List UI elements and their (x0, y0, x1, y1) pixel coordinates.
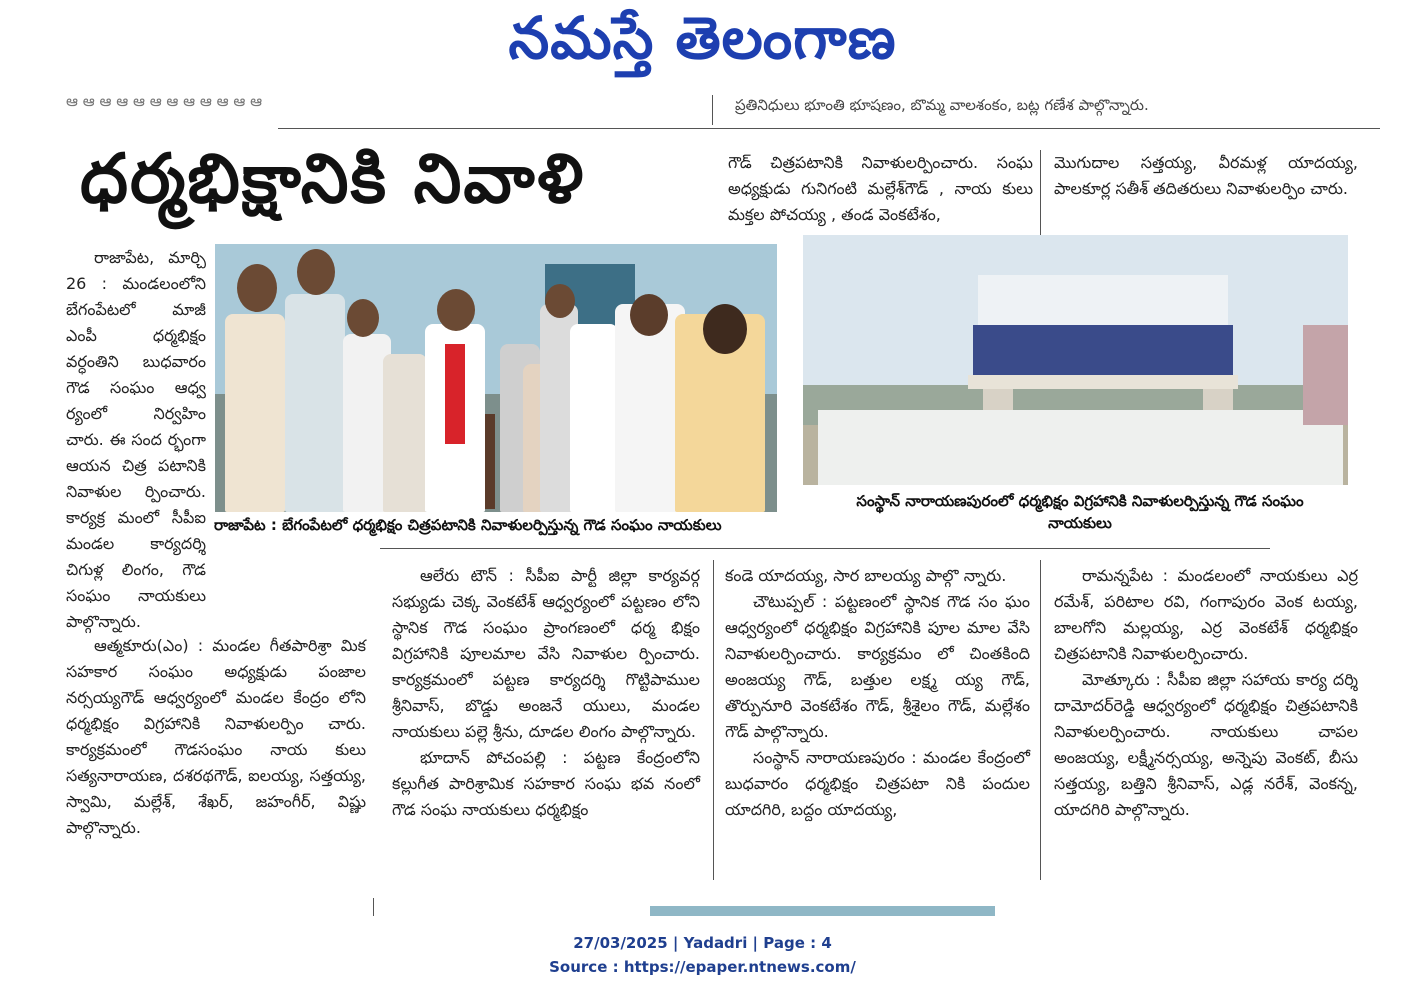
para-atmakur: ఆత్మకూరు(ఎం) : మండల గీతపారిశ్రా మిక సహకార సంఘం అధ్యక్షుడు పంజాల నర్సయ్యగౌడ్ ఆధ్వర్యంలో మండల కేంద్రం లోని ధర్మభిక్షం విగ్రహానికి నివాళులర్పిం చారు. కార్యక్రమంలో గౌడసంఘం నాయ కులు సత్యనారాయణ, దశరథగౌడ్, ఐలయ్య, సత్తయ్య, స్వామి, మల్లేశ్, శేఖర్, జహంగీర్, విష్ణు పాల్గొన్నారు. (66, 636, 366, 837)
para-pochampally: భూదాన్ పోచంపల్లి : పట్టణ కేంద్రంలోని కల్లుగీత పారిశ్రామిక సహకార సంఘ భవ నంలో గౌడ సంఘ నాయకులు ధర్మభిక్షం (392, 748, 700, 819)
top-strip-right: ప్రతినిధులు భూంతి భూషణం, బొమ్మ వాలశంకం, బట్ల గణేశ పాల్గొన్నారు. (735, 96, 1149, 114)
caption-left-photo: రాజాపేట : బేగంపేటలో ధర్మభిక్షం చిత్రపటానికి నివాళులర్పిస్తున్న గౌడ సంఘం నాయకులు (214, 516, 722, 534)
col-divider-b (1040, 560, 1041, 880)
para-aleru: ఆలేరు టౌన్ : సీపీఐ పార్టీ జిల్లా కార్యవర్గ సభ్యుడు చెక్క వెంకటేశ్ ఆధ్వర్యంలో పట్టణం లోని స్థానిక గౌడ సంఘం ప్రాంగణంలో ధర్మ భిక్షం విగ్రహానికి పూలమాల వేసి నివాళుల ర్పించారు. కార్యక్రమంలో పట్టణ కార్యదర్శి గొట్టిపాముల శ్రీనివాస్, బొడ్డు అంజనే యులు, మండల నాయకులు పల్లె శ్రీను, దూడల లింగం పాల్గొన్నారు. (392, 566, 700, 741)
footer-date-edition: 27/03/2025 | Yadadri | Page : 4 (573, 934, 832, 952)
para-mothkur: మోత్కూరు : సీపీఐ జిల్లా సహాయ కార్య దర్శి దామోదర్‌రెడ్డి ఆధ్వర్యంలో ధర్మభిక్షం చిత్రపటానికి నివాళులర్పించారు. నాయకులు చాపల అంజయ్య, లక్ష్మీనర్సయ్య, అన్నెపు వెంకట్, బీసు సత్తయ్య, బత్తిని శ్రీనివాస్, ఎడ్ల నరేశ్, వెంకన్న, యాదగిరి పాల్గొన్నారు. (1054, 670, 1358, 819)
photo-narayanapuram-statue (803, 235, 1348, 485)
masthead-logo: నమస్తే తెలంగాణ (508, 4, 897, 72)
article-column-1 (66, 245, 206, 635)
column-divider-top (712, 95, 713, 125)
top-strip-left: ఆ ఆ ఆ ఆ ఆ ఆ ఆ ఆ ఆ ఆ ఆ ఆ (66, 92, 263, 110)
para-choutuppal: చౌటుప్పల్ : పట్టణంలో స్థానిక గౌడ సం ఘం ఆధ్వర్యంలో ధర్మభిక్షం విగ్రహానికి పూల మాల వేసి నివాళులర్పించారు. కార్యక్రమం లో చింతకింది అంజయ్య గౌడ్, బత్తుల లక్ష్మ య్య గౌడ్, తొర్పునూరి వెంకటేశం గౌడ్, శ్రీశైలం గౌడ్, మల్లేశం గౌడ్ పాల్గొన్నారు. (725, 592, 1030, 741)
para-continued: కండె యాదయ్య, సార బాలయ్య పాల్గొ న్నారు. (725, 566, 1007, 585)
article-column-1b (66, 633, 366, 841)
section-divider (380, 548, 1270, 549)
article-column-4 (1054, 563, 1358, 823)
next-story-image-strip (650, 906, 995, 916)
col-divider-a (713, 560, 714, 880)
photo-begampet-tribute (215, 244, 777, 512)
bottom-divider (373, 898, 374, 916)
top-mid-column: గౌడ్ చిత్రపటానికి నివాళులర్పించారు. సంఘ అధ్యక్షుడు గునిగంటి మల్లేశ్‌గౌడ్ , నాయ కులు మక్తల పోచయ్య , తండ వెంకటేశం, (728, 153, 1033, 224)
para-narayanapuram: సంస్థాన్ నారాయణపురం : మండల కేంద్రంలో బుధవారం ధర్మభిక్షం చిత్రపటా నికి పందుల యాదగిరి, బద్దం యాదయ్య, (725, 748, 1030, 819)
headline: ధర్మభిక్షానికి నివాళి (80, 140, 586, 219)
para-ramannapet: రామన్నపేట : మండలంలో నాయకులు ఎర్ర రమేశ్, పరిటాల రవి, గంగాపురం వెంక టయ్య, బాలగోని మల్లయ్య, ఎర్ర వెంకటేశ్ ధర్మభిక్షం చిత్రపటానికి నివాళులర్పించారు. (1054, 566, 1358, 663)
mid-col-divider (1040, 150, 1041, 240)
top-right-column: మొగుదాల సత్తయ్య, వీరమళ్ల యాదయ్య, పాలకూర్ల సతీశ్ తదితరులు నివాళులర్పిం చారు. (1054, 153, 1358, 198)
top-divider (278, 128, 1380, 129)
footer-source-link[interactable]: Source : https://epaper.ntnews.com/ (549, 958, 856, 976)
caption-right-photo: సంస్థాన్ నారాయణపురంలో ధర్మభిక్షం విగ్రహానికి నివాళులర్పిస్తున్న గౌడ సంఘం నాయకులు (856, 492, 1304, 532)
para-rajapeta: రాజాపేట, మార్చి 26 : మండలంలోని బేగంపేటలో మాజీ ఎంపీ ధర్మభిక్షం వర్ధంతిని బుధవారం గౌడ సంఘం ఆధ్వ ర్యంలో నిర్వహిం చారు. ఈ సంద ర్భంగా ఆయన చిత్ర పటానికి నివాళుల ర్పించారు. కార్యక్ర మంలో సీపీఐ మండల కార్యదర్శి చిగుళ్ల లింగం, గౌడ సంఘం నాయకులు పాల్గొన్నారు. (66, 248, 206, 631)
article-column-3 (725, 563, 1030, 823)
article-column-2 (392, 563, 700, 823)
